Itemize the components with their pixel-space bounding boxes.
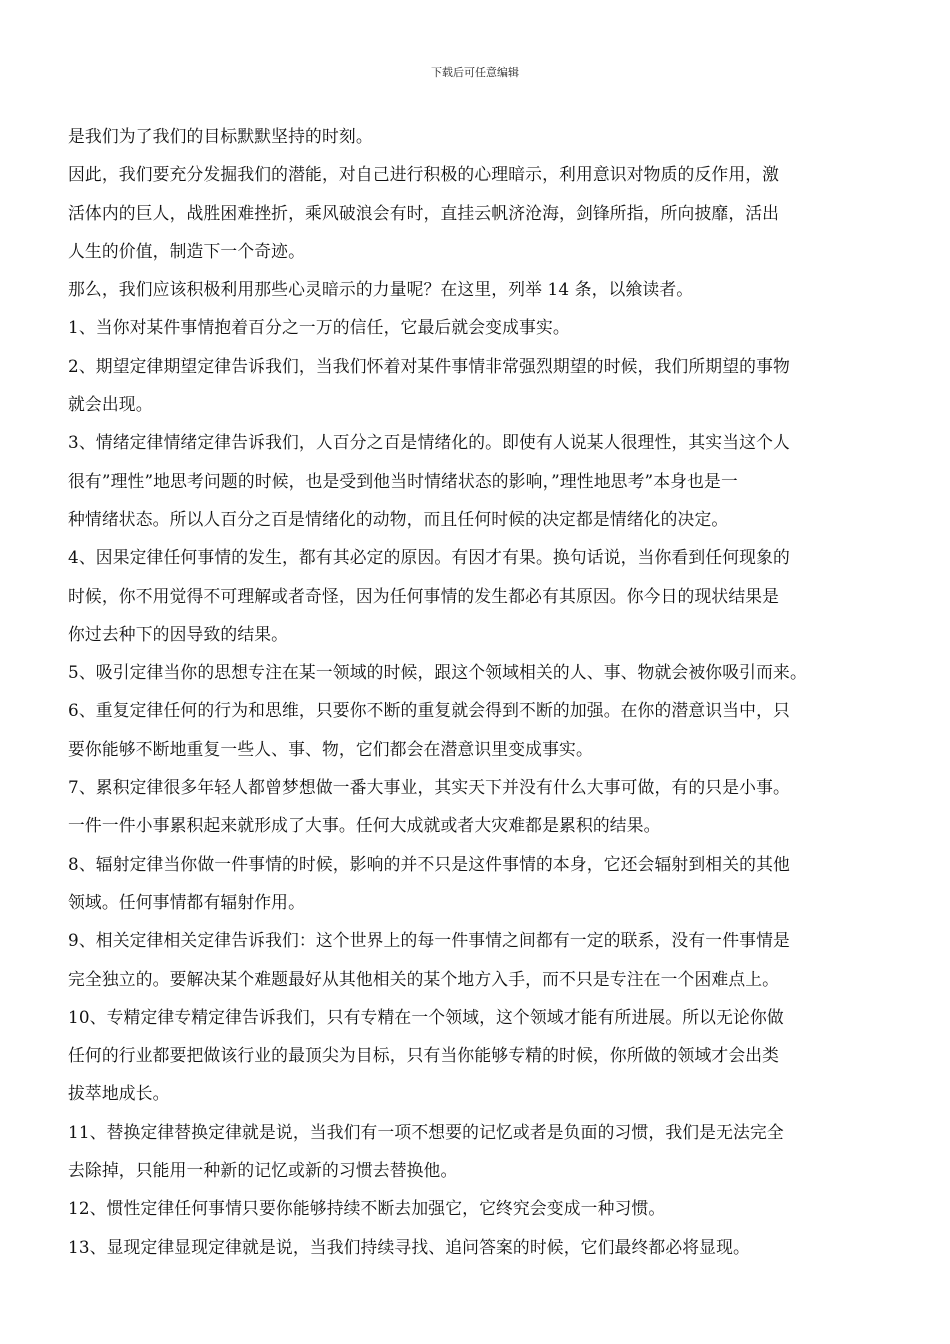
paragraph-line: 种情绪状态。所以人百分之百是情绪化的动物，而且任何时候的决定都是情绪化的决定。 [68,508,729,529]
paragraph-line: 因此，我们要充分发掘我们的潜能，对自己进行积极的心理暗示，利用意识对物质的反作用，激 [68,164,780,185]
paragraph-line: 很有”理性”地思考问题的时候，也是受到他当时情绪状态的影响，”理性地思考”本身也是一 [68,470,738,491]
paragraph-line: 11、替换定律替换定律就是说，当我们有一项不想要的记忆或者是负面的习惯，我们是无法完全 [68,1121,784,1142]
paragraph-line: 时候，你不用觉得不可理解或者奇怪，因为任何事情的发生都必有其原因。你今日的现状结果是 [68,585,780,606]
paragraph-line: 8、辐射定律当你做一件事情的时候，影响的并不只是这件事情的本身，它还会辐射到相关的其他 [68,853,790,874]
paragraph-line: 要你能够不断地重复一些人、事、物，它们都会在潜意识里变成事实。 [68,738,593,759]
paragraph [68,921,884,998]
paragraph-line: 2、期望定律期望定律告诉我们，当我们怀着对某件事情非常强烈期望的时候，我们所期望的事物 [68,355,790,376]
paragraph [68,998,884,1113]
paragraph [68,845,884,922]
paragraph [68,691,884,768]
paragraph [68,653,884,691]
paragraph-line: 13、显现定律显现定律就是说，当我们持续寻找、追问答案的时候，它们最终都必将显现。 [68,1236,750,1257]
paragraph-line: 就会出现。 [68,394,153,415]
paragraph-line: 7、累积定律很多年轻人都曾梦想做一番大事业，其实天下并没有什么大事可做，有的只是小事。 [68,777,790,798]
paragraph-line: 完全独立的。要解决某个难题最好从其他相关的某个地方入手，而不只是专注在一个困难点上。 [68,968,780,989]
paragraph-line: 5、吸引定律当你的思想专注在某一领域的时候，跟这个领域相关的人、事、物就会被你吸引而来。 [68,662,807,683]
paragraph [68,1189,884,1227]
paragraph-line: 一件一件小事累积起来就形成了大事。任何大成就或者大灾难都是累积的结果。 [68,815,661,836]
paragraph-line: 12、惯性定律任何事情只要你能够持续不断去加强它，它终究会变成一种习惯。 [68,1198,666,1219]
page-header: 下载后可任意编辑 [431,66,519,79]
paragraph-line: 是我们为了我们的目标默默坚持的时刻。 [68,126,373,146]
paragraph-line: 4、因果定律任何事情的发生，都有其必定的原因。有因才有果。换句话说，当你看到任何现象的 [68,547,790,568]
paragraph [68,347,884,424]
paragraph-line: 3、情绪定律情绪定律告诉我们，人百分之百是情绪化的。即使有人说某人很理性，其实当这个人 [68,432,790,453]
paragraph-line: 9、相关定律相关定律告诉我们：这个世界上的每一件事情之间都有一定的联系，没有一件事情是 [68,930,790,951]
paragraph-line: 你过去种下的因导致的结果。 [68,623,289,644]
paragraph [68,538,884,653]
paragraph-line: 任何的行业都要把做该行业的最顶尖为目标，只有当你能够专精的时候，你所做的领域才会出类 [68,1045,780,1066]
paragraph-line: 活体内的巨人，战胜困难挫折，乘风破浪会有时，直挂云帆济沧海，剑锋所指，所向披靡，活出 [68,202,780,223]
paragraph-line: 拔萃地成长。 [68,1083,170,1104]
paragraph-line: 领域。任何事情都有辐射作用。 [68,891,306,912]
paragraph [68,308,884,346]
paragraph [68,1228,884,1266]
document-body [68,117,884,1266]
paragraph [68,270,884,308]
paragraph-line: 10、专精定律专精定律告诉我们，只有专精在一个领域，这个领域才能有所进展。所以无论你做 [68,1006,784,1027]
paragraph [68,768,884,845]
paragraph-line: 6、重复定律任何的行为和思维，只要你不断的重复就会得到不断的加强。在你的潜意识当中，只 [68,700,790,721]
paragraph-line: 去除掉，只能用一种新的记忆或新的习惯去替换他。 [68,1160,458,1181]
paragraph-line: 1、当你对某件事情抱着百分之一万的信任，它最后就会变成事实。 [68,317,570,338]
paragraph [68,117,884,155]
paragraph-line: 人生的价值，制造下一个奇迹。 [68,240,306,261]
paragraph-line: 那么，我们应该积极利用那些心灵暗示的力量呢？在这里，列举 14 条，以飨读者。 [68,279,694,300]
paragraph [68,423,884,538]
paragraph [68,155,884,270]
paragraph [68,1113,884,1190]
